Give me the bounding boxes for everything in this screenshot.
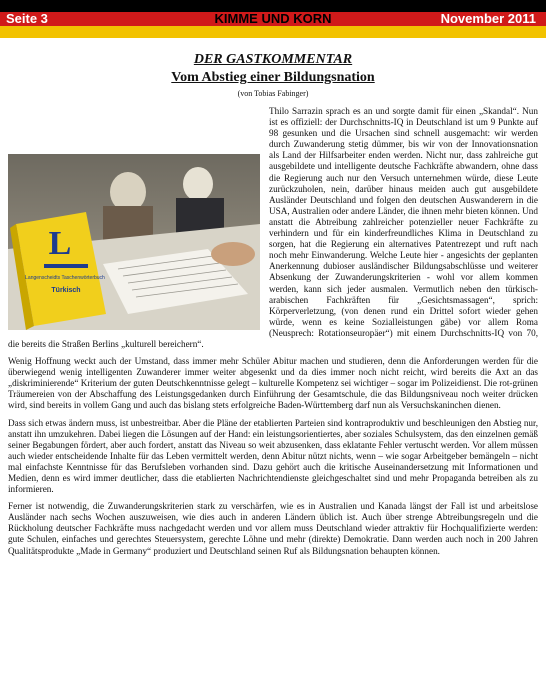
classroom-photo: [8, 154, 260, 330]
classroom-illustration: [8, 154, 260, 330]
issue-date: November 2011: [440, 11, 536, 26]
paragraph-2: Wenig Hoffnung weckt auch der Umstand, dass immer mehr Schüler Abitur machen und studieren, denn die Anforderungen werden für die überwiegend wenig intelligenten Zuwanderer immer weiter abgesenkt und da dies immer noch nicht reicht, wird bereits die Axt an das „diskriminierende“ Kriterium der guten Deutschkenntnisse gelegt – kulturelle Kompetenz sei wichtiger – sogar im Polizeidienst. Die rot-grünen Träumereien von der Abschaffung des Leistungsgedanken durch Einführung der Gesamtschule, die das Bildungsniveau noch weiter drücken wird, sind bereits in vollem Gang und auch das bislang stets erfolgreiche Baden-Württemberg darf nun als Versuchskaninchen dienen.: [8, 356, 538, 411]
page-header: [0, 12, 546, 26]
paragraph-4: Ferner ist notwendig, die Zuwanderungskriterien stark zu verschärfen, wie es in Australien und Kanada längst der Fall ist und arbeitslose Ausländer nach sechs Wochen auszuweisen, wie dies auch in anderen Ländern üblich ist. Auch über strenge Abtreibungsregeln und die Rückholung deutscher Fachkräfte muss nachgedacht werden und vor allem muss Deutschland wieder attraktiv für Hochqualifizierte werden: gute Schulen, einfaches und gerechtes Steuersystem, gerechte Löhne und mehr (direkte) Demokratie. Dann werden auch noch in 200 Jahren Qualitätsprodukte „Made in Germany“ produziert und Deutschland seinen Ruf als Bildungsnation behaupten können.: [8, 501, 538, 556]
dictionary-letter: L: [48, 225, 72, 262]
article-body: [8, 106, 538, 563]
article-byline: (von Tobias Fabinger): [237, 89, 309, 98]
dictionary-title: Langenscheidts Taschenwörterbuch: [25, 275, 105, 281]
article-headline: Vom Abstieg einer Bildungsnation: [171, 70, 375, 85]
publication-name: KIMME UND KORN: [214, 11, 332, 26]
article-kicker: DER GASTKOMMENTAR: [193, 52, 353, 67]
lead-paragraph: Thilo Sarrazin sprach es an und sorgte damit für einen „Skandal“. Nun ist es offiziell: der Durchschnitts-IQ in Deutschland ist um 9 Punkte auf 98 gesunken und die Ursachen sind schnell ausgemacht: wir werden durch Zuwanderung stetig dümmer, bis wir von der Innovationsnation als Land der Hilfsarbeiter enden werden. Nicht nur, dass zahlreiche gut ausgebildete und intelligente deutsche Fachkräfte abwandern, ohne dass die Regierung auch nur den Versuch unternehmen würde, diese Leute zurückzuholen, nein, darüber hinaus meiden auch gut ausgebildete Ausländer Deutschland und folgen den deutschen Auswanderern in die USA, Australien oder andere Länder, die ihnen mehr bieten können. Und anstatt die Abtreibung zahlreicher potenzieller neuer Fachkräfte zu verhindern und für ein kinderfreundliches Klima in Deutschland zu sorgen, hat die Regierung ein alternatives Patentrezept und ruft nach noch mehr Einwanderung. Welche Leute hier - angesichts der geplanten Anerkennung dubioser ausländischer Bildungsabschlüsse und weiterer Absenkung der Zuwanderungskriterien - wohl vor allem kommen werden, kann sich jeder ausmalen. Vermutlich neben den türkisch-arabischen Fachkräften für „Gesichtsmassagen“, sprich: Körperverletzung, (von denen rund ein Drittel sofort wieder gehen würde, wenn es keine Sozialleistungen gäbe) vor allem Roma (Neusprech: Rotationseuropäer“) mit einem Durchschnitts-IQ von 70, die bereits die Straßen Berlins „kulturell bereichern“.: [8, 106, 538, 349]
paragraph-3: Dass sich etwas ändern muss, ist unbestreitbar. Aber die Pläne der etablierten Parteien sind kontraproduktiv und beschleunigen den Abstieg nur, anstatt ihn umzukehren. Dabei liegen die Lösungen auf der Hand: ein leistungsorientiertes, aber soziales Schulsystem, das den einzelnen gemäß seiner Begabungen fördert, aber auch fordert, anstatt das Niveau so weit abzusenken, dass eklatante Fehler vertuscht werden. Vor allem müssen auch wieder entscheidende Inhalte für das Leben vermittelt werden, denn Abitur nützt nichts, wenn – wie sogar Arbeitgeber bemängeln – nicht mal einfachste Kenntnisse für das Berufsleben vorhanden sind. Dazu gehört auch die kritische Auseinandersetzung mit Informationen und Medien, denn es wird immer deutlicher, dass die etablierten Nachrichtendienste gleichgeschaltet sind und mehr Propaganda betreiben als zu informieren.: [8, 417, 538, 495]
dictionary-language: Türkisch: [51, 287, 81, 294]
page-number: Seite 3: [6, 11, 48, 26]
